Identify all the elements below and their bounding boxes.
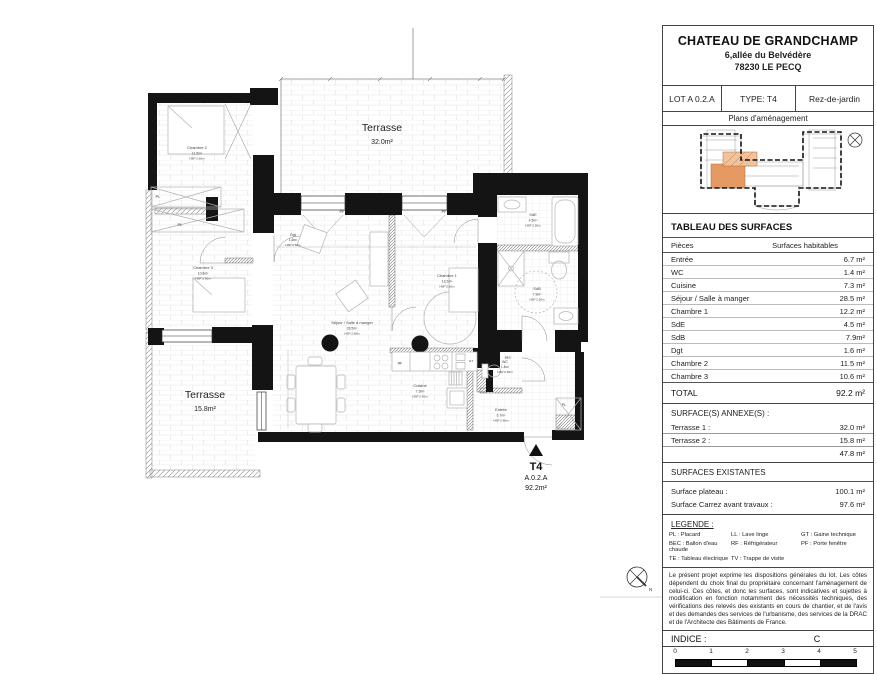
entree-name: Entrée — [495, 407, 507, 412]
bed-chambre3 — [193, 278, 245, 312]
terrasse2-area: 15.8m² — [194, 406, 216, 413]
annex-surfaces — [663, 404, 873, 463]
row-value: 4.5 m² — [843, 319, 865, 329]
chambre2-hsp: HSP 2.60m — [189, 156, 205, 161]
existing-row — [663, 482, 873, 498]
row-label: Entrée — [671, 254, 694, 264]
legend-item: TV : Trappe de visite — [731, 556, 785, 562]
sejour-area: 28.5m² — [346, 326, 358, 331]
existing-title: SURFACES EXISTANTES — [663, 463, 873, 482]
project-address-1: 6,allée du Belvédère — [724, 50, 812, 60]
lot-row — [663, 86, 873, 112]
annex-title: SURFACE(S) ANNEXE(S) : — [671, 409, 770, 418]
scale-tick: 0 — [673, 648, 677, 656]
legend-item: GT : Gaine technique — [801, 532, 856, 538]
gt-label: GT — [468, 359, 474, 363]
scale-ticks — [663, 647, 873, 657]
round-column — [412, 336, 429, 353]
sejour-hsp: HSP 2.60m — [344, 331, 360, 336]
annex-row — [663, 421, 873, 434]
legend-item: BEC : Ballon d'eau chaude — [669, 541, 718, 553]
row-value: 7.9m² — [845, 332, 865, 342]
col-surfaces: Surfaces habitables — [772, 241, 838, 250]
sde-name: SdE — [529, 212, 537, 217]
washbasin-sdb — [554, 308, 578, 324]
surfaces-columns — [663, 238, 873, 253]
round-column — [322, 335, 339, 352]
cuisine-hsp: HSP 2.60m — [412, 394, 428, 399]
row-label: SdB — [671, 332, 686, 342]
entree-hsp: HSP 2.60m — [493, 418, 509, 423]
table-row — [663, 266, 873, 279]
legend — [663, 515, 873, 568]
pl-label: PL — [177, 222, 183, 227]
kitchen-table — [447, 388, 467, 408]
chambre1-hsp: HSP 2.60m — [439, 284, 455, 289]
row-label: WC — [671, 267, 684, 277]
row-label: Chambre 2 — [671, 358, 709, 368]
row-label: Surface Carrez avant travaux : — [671, 500, 773, 509]
wc-area: 1.4m² — [500, 365, 510, 369]
row-value: 32.0 m² — [839, 422, 865, 432]
chambre3-name: Chambre 3 — [193, 265, 213, 270]
north-arrow-icon — [627, 567, 652, 592]
table-row — [663, 279, 873, 292]
dgt-area: 1.6m² — [288, 238, 298, 242]
chambre1-area: 12.2m² — [441, 279, 453, 284]
row-label: Chambre 1 — [671, 306, 709, 316]
indice-row — [663, 631, 873, 647]
window-terrace2 — [162, 330, 212, 342]
pf-label: PF — [441, 209, 447, 214]
scale-tick: 4 — [817, 648, 821, 656]
row-value: 1.6 m² — [843, 345, 865, 355]
cuisine-name: Cuisine — [413, 383, 427, 388]
entry-arrow-icon — [529, 444, 543, 456]
total-value: 92.2 m² — [836, 388, 865, 398]
entry-lot: A.0.2.A — [524, 475, 548, 482]
sdb-name: SdB — [533, 286, 541, 291]
chambre3-hsp: HSP 2.60m — [195, 276, 211, 281]
project-header — [663, 26, 873, 86]
sideboard — [370, 232, 388, 286]
row-value: 12.2 m² — [839, 306, 865, 316]
chambre2-name: Chambre 2 — [187, 145, 207, 150]
disclaimer-text: Le présent projet exprime les dispositions générales du lot. Les côtes dépendent du choix final du propriétaire concernant l'aménagement de celui-ci. Ces côtes, et donc les surfaces, sont indicatives et sujettes à modification en fonction notamment des nécessités techniques, des vérifications des relevés des existants en cours de chantier, et de l'avis et des demandes des services de l'urbanisme, des services de la DRAC et de l'Architecte des Bâtiments de France. — [663, 568, 873, 631]
row-value: 15.8 m² — [839, 435, 865, 445]
pl-label: PL — [561, 403, 567, 407]
sde-area: 4.5m² — [528, 218, 538, 223]
terrasse1-area: 32.0m² — [371, 139, 393, 146]
row-label: Chambre 3 — [671, 371, 709, 381]
existing-row — [663, 498, 873, 514]
row-value: 100.1 m² — [835, 487, 865, 496]
key-plan-drawing — [663, 126, 873, 212]
chambre1-name: Chambre 1 — [437, 273, 457, 278]
table-row — [663, 331, 873, 344]
table-row — [663, 318, 873, 331]
row-label: Cuisine — [671, 280, 697, 290]
table-row — [663, 370, 873, 383]
legend-item: PF : Porte fenêtre — [801, 541, 847, 547]
lot-type: TYPE: T4 — [721, 86, 795, 111]
key-plan-north-icon — [848, 133, 862, 147]
existing-surfaces — [663, 463, 873, 515]
plans-header: Plans d'aménagement — [663, 112, 873, 126]
scale-tick: 1 — [709, 648, 713, 656]
row-label: Surface plateau : — [671, 487, 728, 496]
lot-number: LOT A 0.2.A — [669, 93, 715, 104]
table-row — [663, 292, 873, 305]
legend-item: LL : Lave linge — [731, 532, 769, 538]
row-label: Séjour / Salle à manger — [671, 293, 750, 303]
key-plan-unit-highlight — [711, 152, 757, 188]
row-value: 6.7 m² — [843, 254, 865, 264]
table-row — [663, 357, 873, 370]
row-value: 10.6 m² — [839, 371, 865, 381]
entry-type: T4 — [529, 461, 543, 473]
table-row — [663, 344, 873, 357]
scale-tick: 2 — [745, 648, 749, 656]
indice-label: INDICE : — [671, 633, 707, 644]
lot-level: Rez-de-jardin — [795, 86, 873, 111]
row-value: 7.3 m² — [843, 280, 865, 290]
scale-tick: 5 — [853, 648, 857, 656]
wc-hsp: HSP 2.50m — [497, 369, 513, 374]
table-row — [663, 253, 873, 266]
annex-row — [663, 434, 873, 447]
total-row — [663, 383, 873, 403]
row-label: Dgt — [671, 345, 683, 355]
row-value: 28.5 m² — [839, 293, 865, 303]
pl-label: PL — [155, 194, 161, 199]
legend-item: TE : Tableau électrique — [669, 556, 729, 562]
indice-value: C — [813, 633, 821, 644]
row-label: Terrasse 1 : — [671, 422, 711, 432]
legend-item: RF : Réfrigérateur — [731, 541, 778, 547]
row-label: Terrasse 2 : — [671, 435, 711, 445]
row-value: 11.5 m² — [840, 358, 865, 368]
row-label: SdE — [671, 319, 686, 329]
chambre3-area: 10.6m² — [197, 271, 209, 276]
entree-area: 6.7m² — [496, 413, 506, 418]
shower — [498, 251, 524, 286]
project-title: CHATEAU DE GRANDCHAMP — [677, 34, 859, 48]
scale-tick: 3 — [781, 648, 785, 656]
sdb-area: 7.9m² — [532, 292, 542, 297]
pf-label: PF — [339, 209, 345, 214]
scale-bar — [663, 647, 873, 673]
bec-label: BEC — [504, 355, 512, 360]
table-row — [663, 305, 873, 318]
dgt-name: Dgt — [290, 233, 296, 237]
wc-name: WC — [502, 360, 508, 364]
north-label: N — [649, 587, 653, 592]
legend-item: PL : Placard — [669, 532, 701, 538]
row-value: 97.6 m² — [839, 500, 865, 509]
scale-bar-graphic — [675, 659, 857, 667]
washbasin-sde — [498, 197, 526, 212]
surfaces-table — [663, 214, 873, 404]
rf-label: RF — [397, 361, 403, 366]
window-sejour-terrace2 — [257, 392, 266, 430]
key-plan — [663, 126, 873, 214]
sejour-name: Séjour / Salle à manger — [331, 320, 373, 325]
cuisine-area: 7.3m² — [415, 389, 425, 394]
col-pieces: Pièces — [671, 241, 694, 250]
kitchen-counter — [392, 352, 477, 371]
dgt-hsp: HSP 2.50m — [285, 242, 301, 247]
legend-grid — [663, 532, 873, 567]
sde-hsp: HSP 2.50m — [525, 223, 541, 228]
entry-area: 92.2m² — [525, 485, 547, 492]
sdb-hsp: HSP 2.50m — [529, 297, 545, 302]
title-block — [662, 25, 874, 674]
project-address-2: 78230 LE PECQ — [734, 62, 802, 72]
chambre2-area: 11.5m² — [191, 151, 203, 156]
total-label: TOTAL — [671, 388, 698, 398]
legend-title: LEGENDE : — [671, 520, 714, 529]
dining-table — [287, 357, 345, 432]
surfaces-title: TABLEAU DES SURFACES — [663, 214, 873, 238]
terrasse1-name: Terrasse — [361, 122, 403, 134]
annex-total: 47.8 m² — [839, 449, 865, 458]
bathtub — [552, 197, 578, 246]
row-value: 1.4 m² — [843, 267, 865, 277]
terrasse2-name: Terrasse — [184, 389, 226, 401]
